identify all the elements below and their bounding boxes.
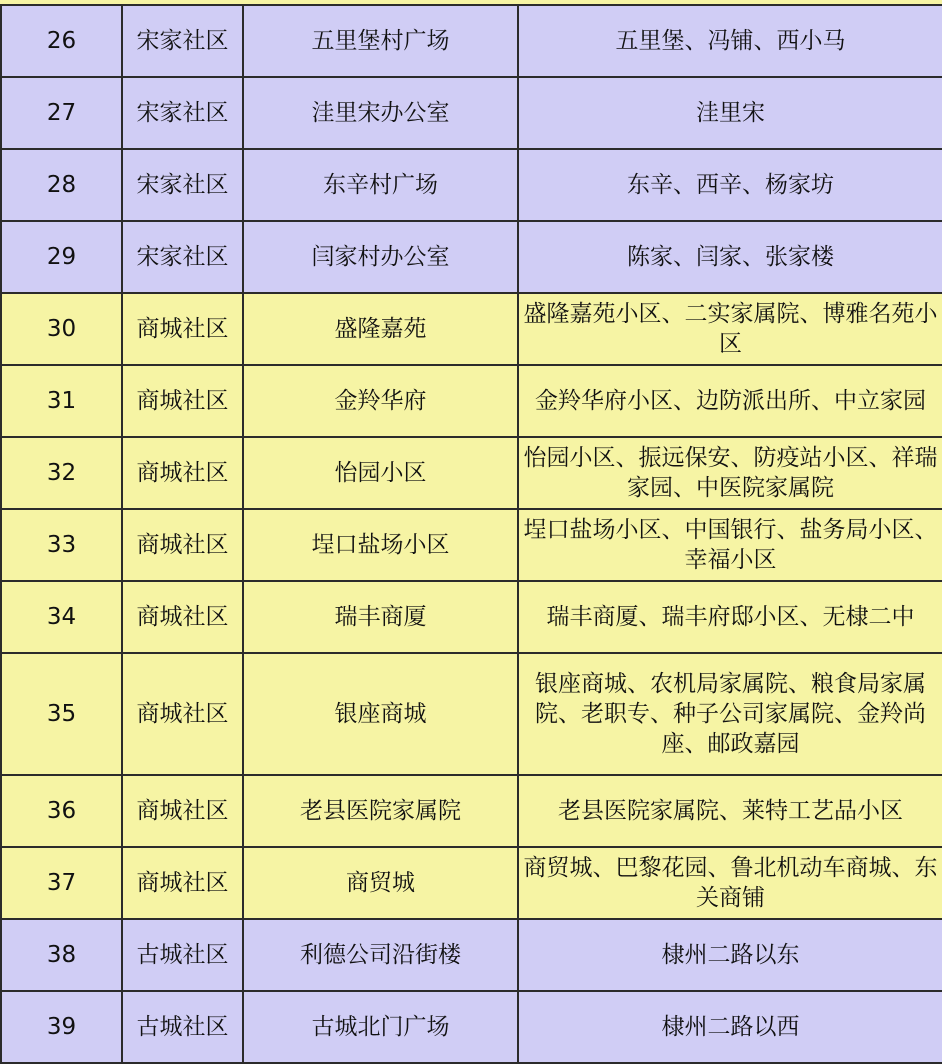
location-name: 商贸城	[243, 847, 518, 919]
covered-areas: 埕口盐场小区、中国银行、盐务局小区、幸福小区	[518, 509, 942, 581]
location-name: 利德公司沿街楼	[243, 919, 518, 991]
row-number: 31	[1, 365, 122, 437]
table-row	[1, 509, 942, 581]
covered-areas: 陈家、闫家、张家楼	[518, 221, 942, 293]
covered-areas: 瑞丰商厦、瑞丰府邸小区、无棣二中	[518, 581, 942, 653]
location-name: 老县医院家属院	[243, 775, 518, 847]
table-row	[1, 653, 942, 775]
covered-areas: 东辛、西辛、杨家坊	[518, 149, 942, 221]
location-name: 洼里宋办公室	[243, 77, 518, 149]
row-number: 37	[1, 847, 122, 919]
community-name: 宋家社区	[122, 5, 243, 77]
covered-areas: 老县医院家属院、莱特工艺品小区	[518, 775, 942, 847]
table-row	[1, 437, 942, 509]
row-number: 27	[1, 77, 122, 149]
row-number: 32	[1, 437, 122, 509]
row-number: 29	[1, 221, 122, 293]
community-name: 古城社区	[122, 919, 243, 991]
location-name: 东辛村广场	[243, 149, 518, 221]
community-name: 商城社区	[122, 365, 243, 437]
community-location-table	[0, 4, 942, 1064]
community-name: 宋家社区	[122, 221, 243, 293]
covered-areas: 棣州二路以东	[518, 919, 942, 991]
table-row	[1, 847, 942, 919]
table-row	[1, 293, 942, 365]
location-name: 闫家村办公室	[243, 221, 518, 293]
covered-areas: 怡园小区、振远保安、防疫站小区、祥瑞家园、中医院家属院	[518, 437, 942, 509]
row-number: 30	[1, 293, 122, 365]
location-name: 怡园小区	[243, 437, 518, 509]
row-number: 35	[1, 653, 122, 775]
community-name: 商城社区	[122, 775, 243, 847]
community-name: 商城社区	[122, 437, 243, 509]
covered-areas: 洼里宋	[518, 77, 942, 149]
table-row	[1, 775, 942, 847]
community-name: 宋家社区	[122, 149, 243, 221]
table-row	[1, 149, 942, 221]
location-name: 银座商城	[243, 653, 518, 775]
covered-areas: 银座商城、农机局家属院、粮食局家属院、老职专、种子公司家属院、金羚尚座、邮政嘉园	[518, 653, 942, 775]
table-row	[1, 991, 942, 1063]
covered-areas: 商贸城、巴黎花园、鲁北机动车商城、东关商铺	[518, 847, 942, 919]
table-row	[1, 221, 942, 293]
row-number: 38	[1, 919, 122, 991]
row-number: 36	[1, 775, 122, 847]
community-name: 商城社区	[122, 509, 243, 581]
row-number: 33	[1, 509, 122, 581]
location-name: 盛隆嘉苑	[243, 293, 518, 365]
table-body	[1, 5, 942, 1063]
community-name: 商城社区	[122, 653, 243, 775]
location-name: 五里堡村广场	[243, 5, 518, 77]
location-name: 金羚华府	[243, 365, 518, 437]
table-row	[1, 77, 942, 149]
row-number: 34	[1, 581, 122, 653]
table-row	[1, 365, 942, 437]
covered-areas: 棣州二路以西	[518, 991, 942, 1063]
row-number: 26	[1, 5, 122, 77]
covered-areas: 盛隆嘉苑小区、二实家属院、博雅名苑小区	[518, 293, 942, 365]
row-number: 39	[1, 991, 122, 1063]
community-name: 宋家社区	[122, 77, 243, 149]
location-name: 古城北门广场	[243, 991, 518, 1063]
table-row	[1, 919, 942, 991]
covered-areas: 五里堡、冯铺、西小马	[518, 5, 942, 77]
location-name: 埕口盐场小区	[243, 509, 518, 581]
covered-areas: 金羚华府小区、边防派出所、中立家园	[518, 365, 942, 437]
row-number: 28	[1, 149, 122, 221]
location-name: 瑞丰商厦	[243, 581, 518, 653]
community-name: 商城社区	[122, 847, 243, 919]
table-row	[1, 581, 942, 653]
community-name: 商城社区	[122, 581, 243, 653]
community-name: 商城社区	[122, 293, 243, 365]
table-row	[1, 5, 942, 77]
community-name: 古城社区	[122, 991, 243, 1063]
